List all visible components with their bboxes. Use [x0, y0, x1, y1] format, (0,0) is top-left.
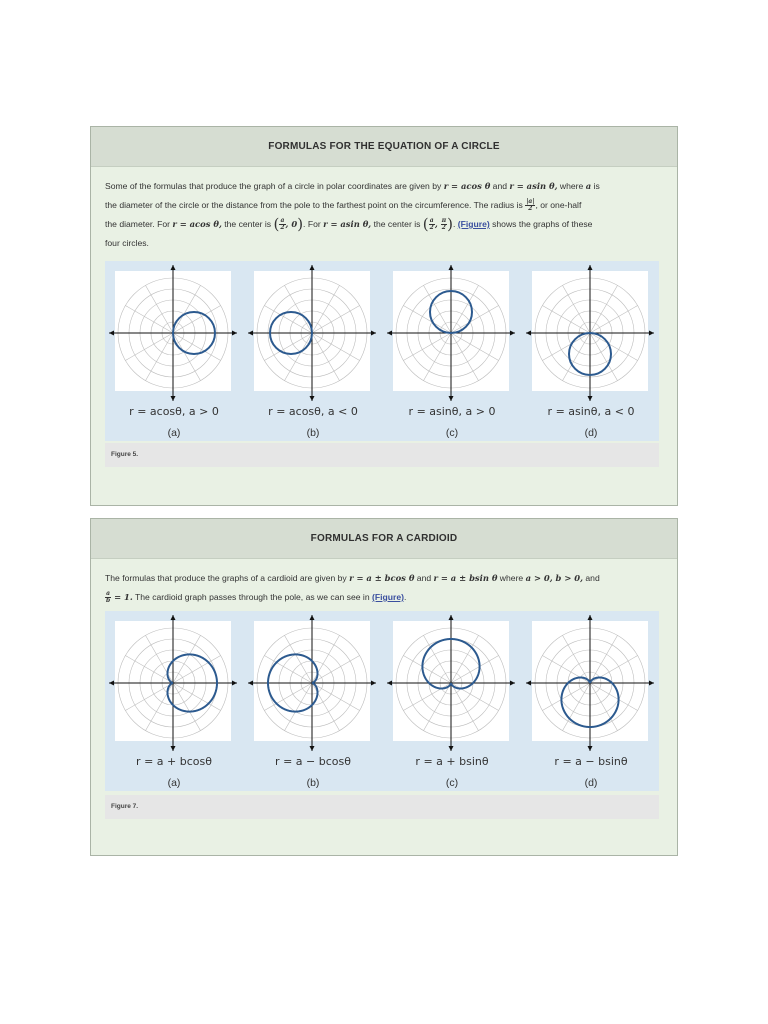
text: shows the graphs of these: [489, 219, 593, 229]
caption-label-c: (c): [445, 777, 459, 789]
grid-spoke: [451, 683, 499, 711]
graph-b: [254, 271, 370, 391]
text: and: [490, 181, 510, 191]
text: Some of the formulas that produce the graph of a circle in polar coordinates are given by: [105, 181, 444, 191]
text: The cardioid graph passes through the pole, as we can see in: [132, 592, 372, 602]
grid-spoke: [285, 683, 313, 731]
math: , 0: [285, 219, 298, 229]
x-arrow-left: [387, 331, 392, 336]
grid-spoke: [173, 285, 201, 333]
grid-spoke: [403, 683, 451, 711]
graph-d: [532, 271, 648, 391]
grid-spoke: [312, 333, 340, 381]
para-line-4: [105, 234, 665, 253]
caption-equation-a: r = a + bcosθ: [136, 755, 212, 768]
radius-fraction: $\frac{|a|}{2}$: [526, 197, 535, 213]
grid-spoke: [590, 306, 638, 334]
grid-spoke: [563, 285, 591, 333]
grid-spoke: [173, 333, 201, 381]
polar-plot: [103, 263, 243, 403]
grid-spoke: [563, 333, 591, 381]
grid-spoke: [424, 333, 452, 381]
grid-spoke: [424, 683, 452, 731]
caption-equation-d: r = asinθ, a < 0: [547, 405, 635, 418]
y-arrow-up: [171, 615, 176, 620]
math: r = a ± bcos θ: [349, 573, 415, 583]
graph-c: [393, 621, 509, 741]
grid-spoke: [146, 635, 174, 683]
polar-plot: [381, 613, 521, 753]
figure-caption: Figure 7.: [105, 795, 659, 819]
x-arrow-left: [526, 331, 531, 336]
grid-spoke: [590, 333, 618, 381]
graph-d: [532, 621, 648, 741]
grid-spoke: [590, 683, 638, 711]
y-arrow-up: [310, 265, 315, 270]
grid-spoke: [424, 285, 452, 333]
math: a: [585, 181, 592, 191]
graph-c: [393, 271, 509, 391]
y-arrow-up: [171, 265, 176, 270]
polar-plot: [381, 263, 521, 403]
text: where: [497, 573, 526, 583]
caption-label-c: (c): [445, 427, 459, 439]
grid-spoke: [146, 285, 174, 333]
grid-spoke: [173, 635, 201, 683]
y-arrow-down: [449, 396, 454, 401]
caption-label-a: (a): [167, 427, 181, 439]
text: the center is: [371, 219, 423, 229]
math: a > 0, b > 0,: [525, 573, 583, 583]
grid-spoke: [285, 333, 313, 381]
x-arrow-right: [649, 681, 654, 686]
center-fraction-2a: $\frac{a}{2}$: [429, 216, 434, 232]
text: the center is: [221, 219, 274, 229]
figure-link[interactable]: (Figure): [457, 219, 490, 229]
y-arrow-up: [449, 265, 454, 270]
grid-spoke: [451, 656, 499, 684]
figure-link[interactable]: (Figure): [371, 592, 404, 602]
caption-equation-c: r = asinθ, a > 0: [408, 405, 496, 418]
math: r = acos θ: [443, 181, 491, 191]
text: .: [452, 219, 458, 229]
caption-label-d: (d): [584, 427, 598, 439]
polar-plot: [242, 613, 382, 753]
caption-equation-d: r = a − bsinθ: [554, 755, 628, 768]
graph-b: [254, 621, 370, 741]
polar-plot: [520, 613, 660, 753]
figure-caption: Figure 5.: [105, 443, 659, 467]
x-arrow-right: [649, 331, 654, 336]
caption-label-d: (d): [584, 777, 598, 789]
grid-spoke: [312, 683, 340, 731]
y-arrow-up: [449, 615, 454, 620]
polar-plot: [242, 263, 382, 403]
y-arrow-down: [310, 396, 315, 401]
cardioid-figure-panel: [105, 611, 659, 791]
text: The formulas that produce the graphs of a cardioid are given by: [105, 573, 350, 583]
math: r = asin θ,: [323, 219, 372, 229]
y-arrow-down: [310, 746, 315, 751]
grid-spoke: [264, 306, 312, 334]
x-arrow-right: [510, 681, 515, 686]
grid-spoke: [312, 285, 340, 333]
x-arrow-left: [109, 331, 114, 336]
grid-spoke: [173, 333, 221, 361]
grid-spoke: [125, 333, 173, 361]
text: four circles.: [105, 238, 149, 249]
grid-spoke: [312, 306, 360, 334]
ratio-fraction: $\frac{a}{b}$: [106, 589, 111, 605]
grid-spoke: [542, 683, 590, 711]
grid-spoke: [403, 306, 451, 334]
grid-spoke: [125, 656, 173, 684]
para-line-3: the diameter. For r = acos θ, the center is ( $\frac{a}{2}$ , 0). For r = asin θ, the center is ( $\frac{a}{2}$ , $\frac{\pi}{2}$ ). (Figure) shows the graphs of these: [105, 215, 593, 234]
x-arrow-left: [387, 681, 392, 686]
grid-spoke: [542, 333, 590, 361]
y-arrow-up: [588, 265, 593, 270]
grid-spoke: [285, 285, 313, 333]
y-arrow-down: [171, 396, 176, 401]
text: . For: [303, 219, 324, 229]
x-arrow-left: [526, 681, 531, 686]
x-arrow-left: [109, 681, 114, 686]
grid-spoke: [451, 285, 479, 333]
grid-spoke: [146, 683, 174, 731]
caption-label-a: (a): [167, 777, 181, 789]
caption-label-b: (b): [306, 427, 320, 439]
y-arrow-down: [171, 746, 176, 751]
para-line-2: [105, 588, 665, 607]
grid-spoke: [146, 333, 174, 381]
grid-spoke: [285, 635, 313, 683]
x-arrow-right: [232, 681, 237, 686]
caption-label-b: (b): [306, 777, 320, 789]
grid-spoke: [173, 683, 201, 731]
circle-figure-panel: [105, 261, 659, 441]
grid-spoke: [542, 656, 590, 684]
text: .: [403, 592, 407, 602]
polar-plot: [520, 263, 660, 403]
math: = 1.: [111, 592, 133, 602]
math: r = a ± bsin θ: [433, 573, 498, 583]
grid-spoke: [590, 333, 638, 361]
grid-spoke: [125, 683, 173, 711]
text: and: [414, 573, 434, 583]
circle-formulas-paragraph: [105, 177, 665, 253]
text: the diameter of the circle or the distance from the pole to the farthest point on the circumference. The radius is: [105, 200, 526, 210]
caption-equation-b: r = a − bcosθ: [275, 755, 351, 768]
y-arrow-up: [310, 615, 315, 620]
y-arrow-up: [588, 615, 593, 620]
caption-equation-c: r = a + bsinθ: [415, 755, 489, 768]
text: where: [557, 181, 586, 191]
grid-spoke: [312, 683, 360, 711]
para-line-1: [105, 569, 665, 588]
x-arrow-left: [248, 331, 253, 336]
polar-plot: [103, 613, 243, 753]
center-fraction-1: $\frac{a}{2}$: [280, 216, 285, 232]
graph-a: [115, 621, 231, 741]
grid-spoke: [451, 683, 479, 731]
grid-spoke: [173, 306, 221, 334]
para-line-2: [105, 196, 665, 215]
x-arrow-right: [510, 331, 515, 336]
text: , or one-half: [535, 200, 582, 210]
x-arrow-left: [248, 681, 253, 686]
center-fraction-2b: $\frac{\pi}{2}$: [441, 216, 447, 232]
y-arrow-down: [588, 396, 593, 401]
cardioid-formulas-box: [90, 518, 678, 856]
grid-spoke: [590, 656, 638, 684]
grid-spoke: [312, 333, 360, 361]
y-arrow-down: [449, 746, 454, 751]
grid-spoke: [451, 306, 499, 334]
para-line-1: [105, 177, 665, 196]
grid-spoke: [542, 306, 590, 334]
cardioid-formulas-title: FORMULAS FOR A CARDIOID: [91, 519, 677, 559]
grid-spoke: [590, 285, 618, 333]
caption-equation-a: r = acosθ, a > 0: [129, 405, 219, 418]
grid-spoke: [264, 333, 312, 361]
grid-spoke: [563, 635, 591, 683]
grid-spoke: [451, 333, 479, 381]
math: r = acos θ,: [172, 219, 222, 229]
circle-formulas-box: [90, 126, 678, 506]
y-arrow-down: [588, 746, 593, 751]
grid-spoke: [403, 656, 451, 684]
grid-spoke: [403, 333, 451, 361]
text: is: [591, 181, 600, 191]
grid-spoke: [590, 635, 618, 683]
caption-equation-b: r = acosθ, a < 0: [268, 405, 358, 418]
x-arrow-right: [371, 331, 376, 336]
circle-formulas-title: FORMULAS FOR THE EQUATION OF A CIRCLE: [91, 127, 677, 167]
x-arrow-right: [232, 331, 237, 336]
grid-spoke: [451, 333, 499, 361]
math: r = asin θ,: [509, 181, 558, 191]
text: the diameter. For: [105, 219, 173, 229]
grid-spoke: [312, 656, 360, 684]
text: and: [583, 573, 600, 583]
cardioid-formulas-paragraph: [105, 569, 665, 607]
graph-a: [115, 271, 231, 391]
x-arrow-right: [371, 681, 376, 686]
grid-spoke: [312, 635, 340, 683]
grid-spoke: [125, 306, 173, 334]
